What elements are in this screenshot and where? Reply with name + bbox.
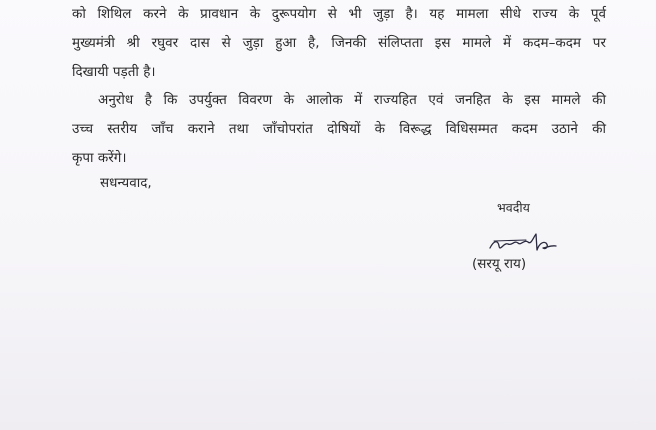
yours-faithfully: भवदीय bbox=[497, 200, 530, 215]
paragraph-1-line-1: को शिथिल करने के प्रावधान के दुरूपयोग से भी जुड़ा है। यह मामला सीधे राज्य के पूर्व bbox=[72, 6, 606, 22]
paragraph-2-line-1: अनुरोध है कि उपर्युक्त विवरण के आलोक में राज्यहित एवं जनहित के इस मामले की bbox=[98, 92, 606, 108]
signer-name: (सरयू राय) bbox=[472, 256, 527, 272]
paragraph-1-line-3: दिखायी पड़ती है। bbox=[72, 64, 156, 80]
letter-paragraph-2 bbox=[72, 86, 606, 173]
paragraph-1-line-2: मुख्यमंत्री श्री रघुवर दास से जुड़ा हुआ है, जिनकी संलिप्तता इस मामले में कदम–कदम पर bbox=[72, 35, 606, 51]
closing-thanks: सधन्यवाद, bbox=[100, 175, 152, 191]
paragraph-2-line-2: उच्च स्तरीय जाँच कराने तथा जाँचोपरांत दोषियों के विरूद्ध विधिसम्मत कदम उठाने की bbox=[72, 121, 606, 137]
paragraph-2-line-3: कृपा करेंगे। bbox=[72, 150, 127, 166]
letter-paragraph-1 bbox=[72, 0, 606, 87]
